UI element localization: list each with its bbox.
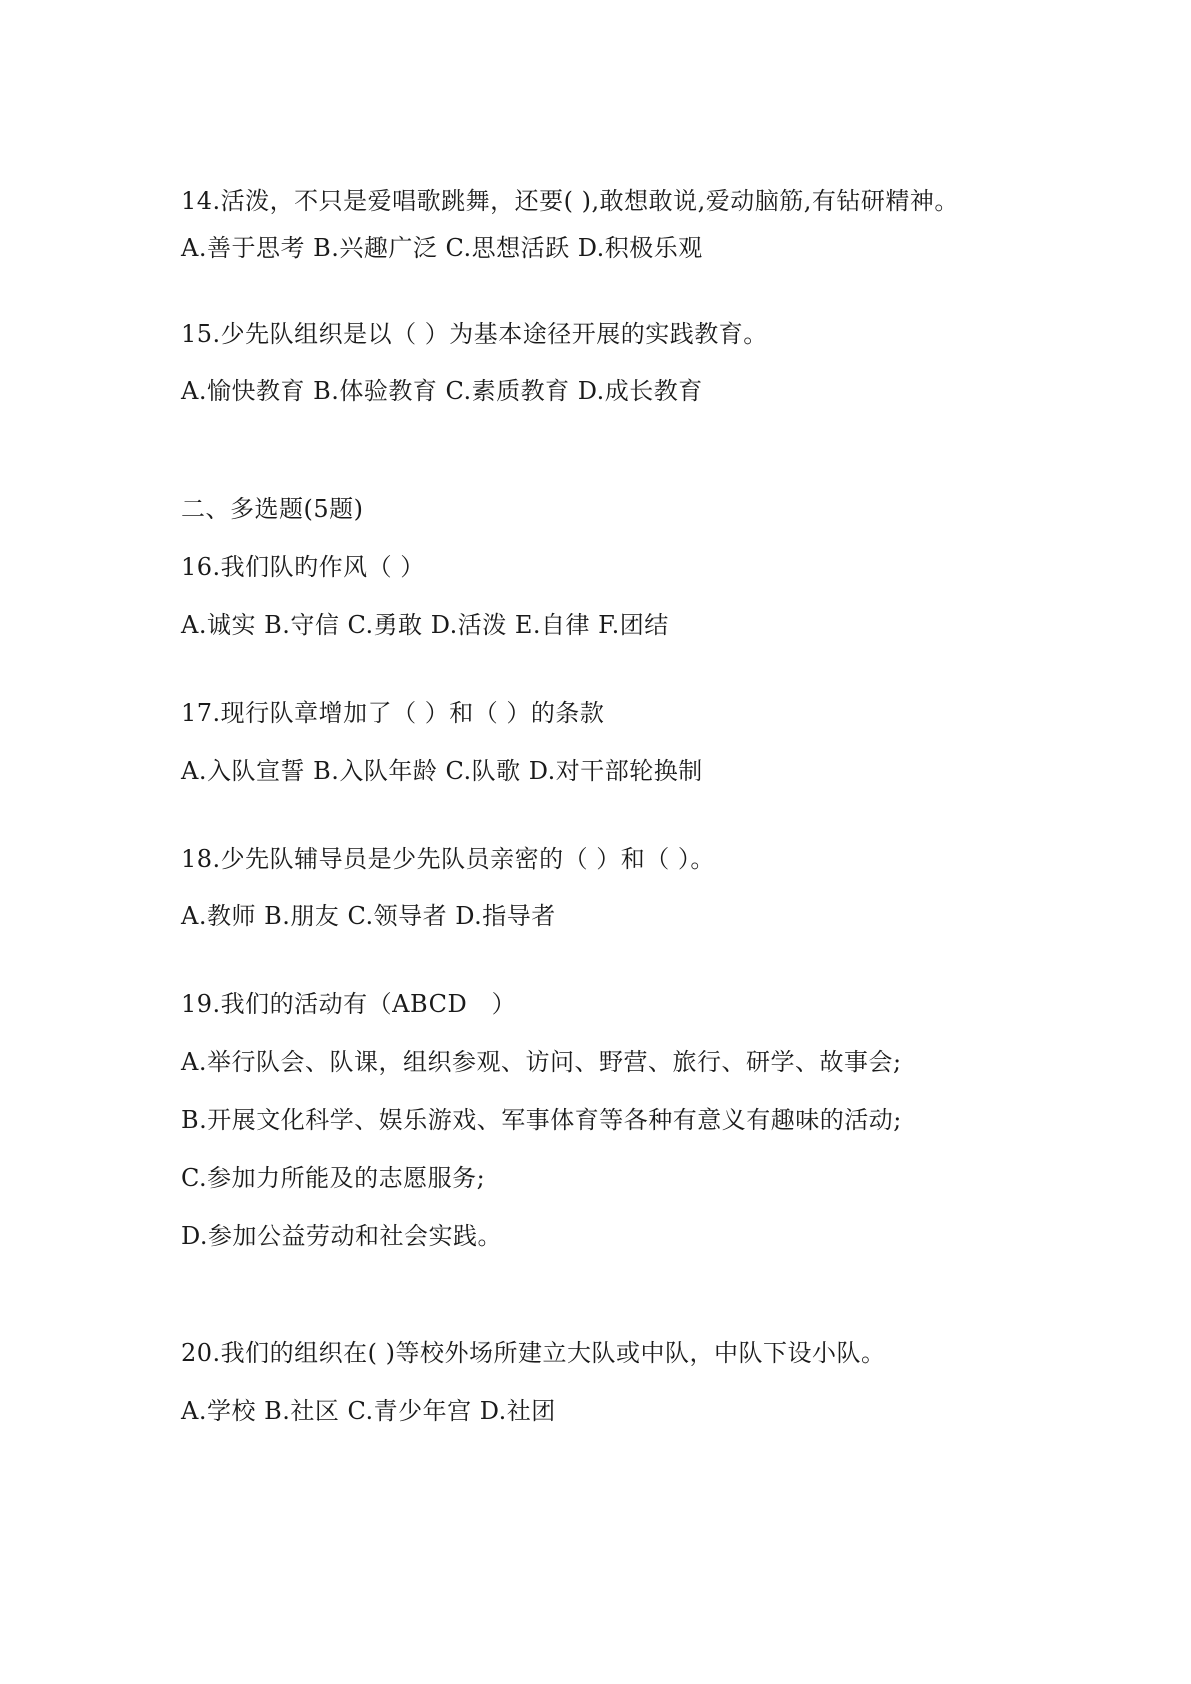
- question-19-text: 19.我们的活动有（ABCD ）: [181, 990, 517, 1018]
- question-19-option-d: D.参加公益劳动和社会实践。: [181, 1222, 503, 1250]
- question-19-option-c: C.参加力所能及的志愿服务;: [181, 1164, 486, 1192]
- question-14-text: 14.活泼，不只是爱唱歌跳舞，还要( ),敢想敢说,爱动脑筋,有钻研精神。: [181, 187, 959, 215]
- question-16-options: A.诚实 B.守信 C.勇敢 D.活泼 E.自律 F.团结: [181, 611, 669, 639]
- question-19-option-a: A.举行队会、队课，组织参观、访问、野营、旅行、研学、故事会;: [181, 1048, 902, 1076]
- question-14-options: A.善于思考 B.兴趣广泛 C.思想活跃 D.积极乐观: [181, 234, 703, 262]
- question-15-options: A.愉快教育 B.体验教育 C.素质教育 D.成长教育: [181, 377, 703, 405]
- question-16-text: 16.我们队旳作风（ ）: [181, 553, 425, 581]
- question-20-options: A.学校 B.社区 C.青少年宫 D.社团: [181, 1397, 556, 1425]
- question-17-text: 17.现行队章增加了（ ）和（ ）的条款: [181, 699, 605, 727]
- question-19-option-b: B.开展文化科学、娱乐游戏、军事体育等各种有意义有趣味的活动;: [181, 1106, 902, 1134]
- question-17-options: A.入队宣誓 B.入队年龄 C.队歌 D.对干部轮换制: [181, 757, 703, 785]
- section-heading: 二、多选题(5题): [181, 495, 364, 523]
- question-18-text: 18.少先队辅导员是少先队员亲密的（ ）和（ ）。: [181, 845, 715, 873]
- question-20-text: 20.我们的组织在( )等校外场所建立大队或中队，中队下设小队。: [181, 1339, 886, 1367]
- question-18-options: A.教师 B.朋友 C.领导者 D.指导者: [181, 902, 556, 930]
- question-15-text: 15.少先队组织是以（ ）为基本途径开展的实践教育。: [181, 320, 768, 348]
